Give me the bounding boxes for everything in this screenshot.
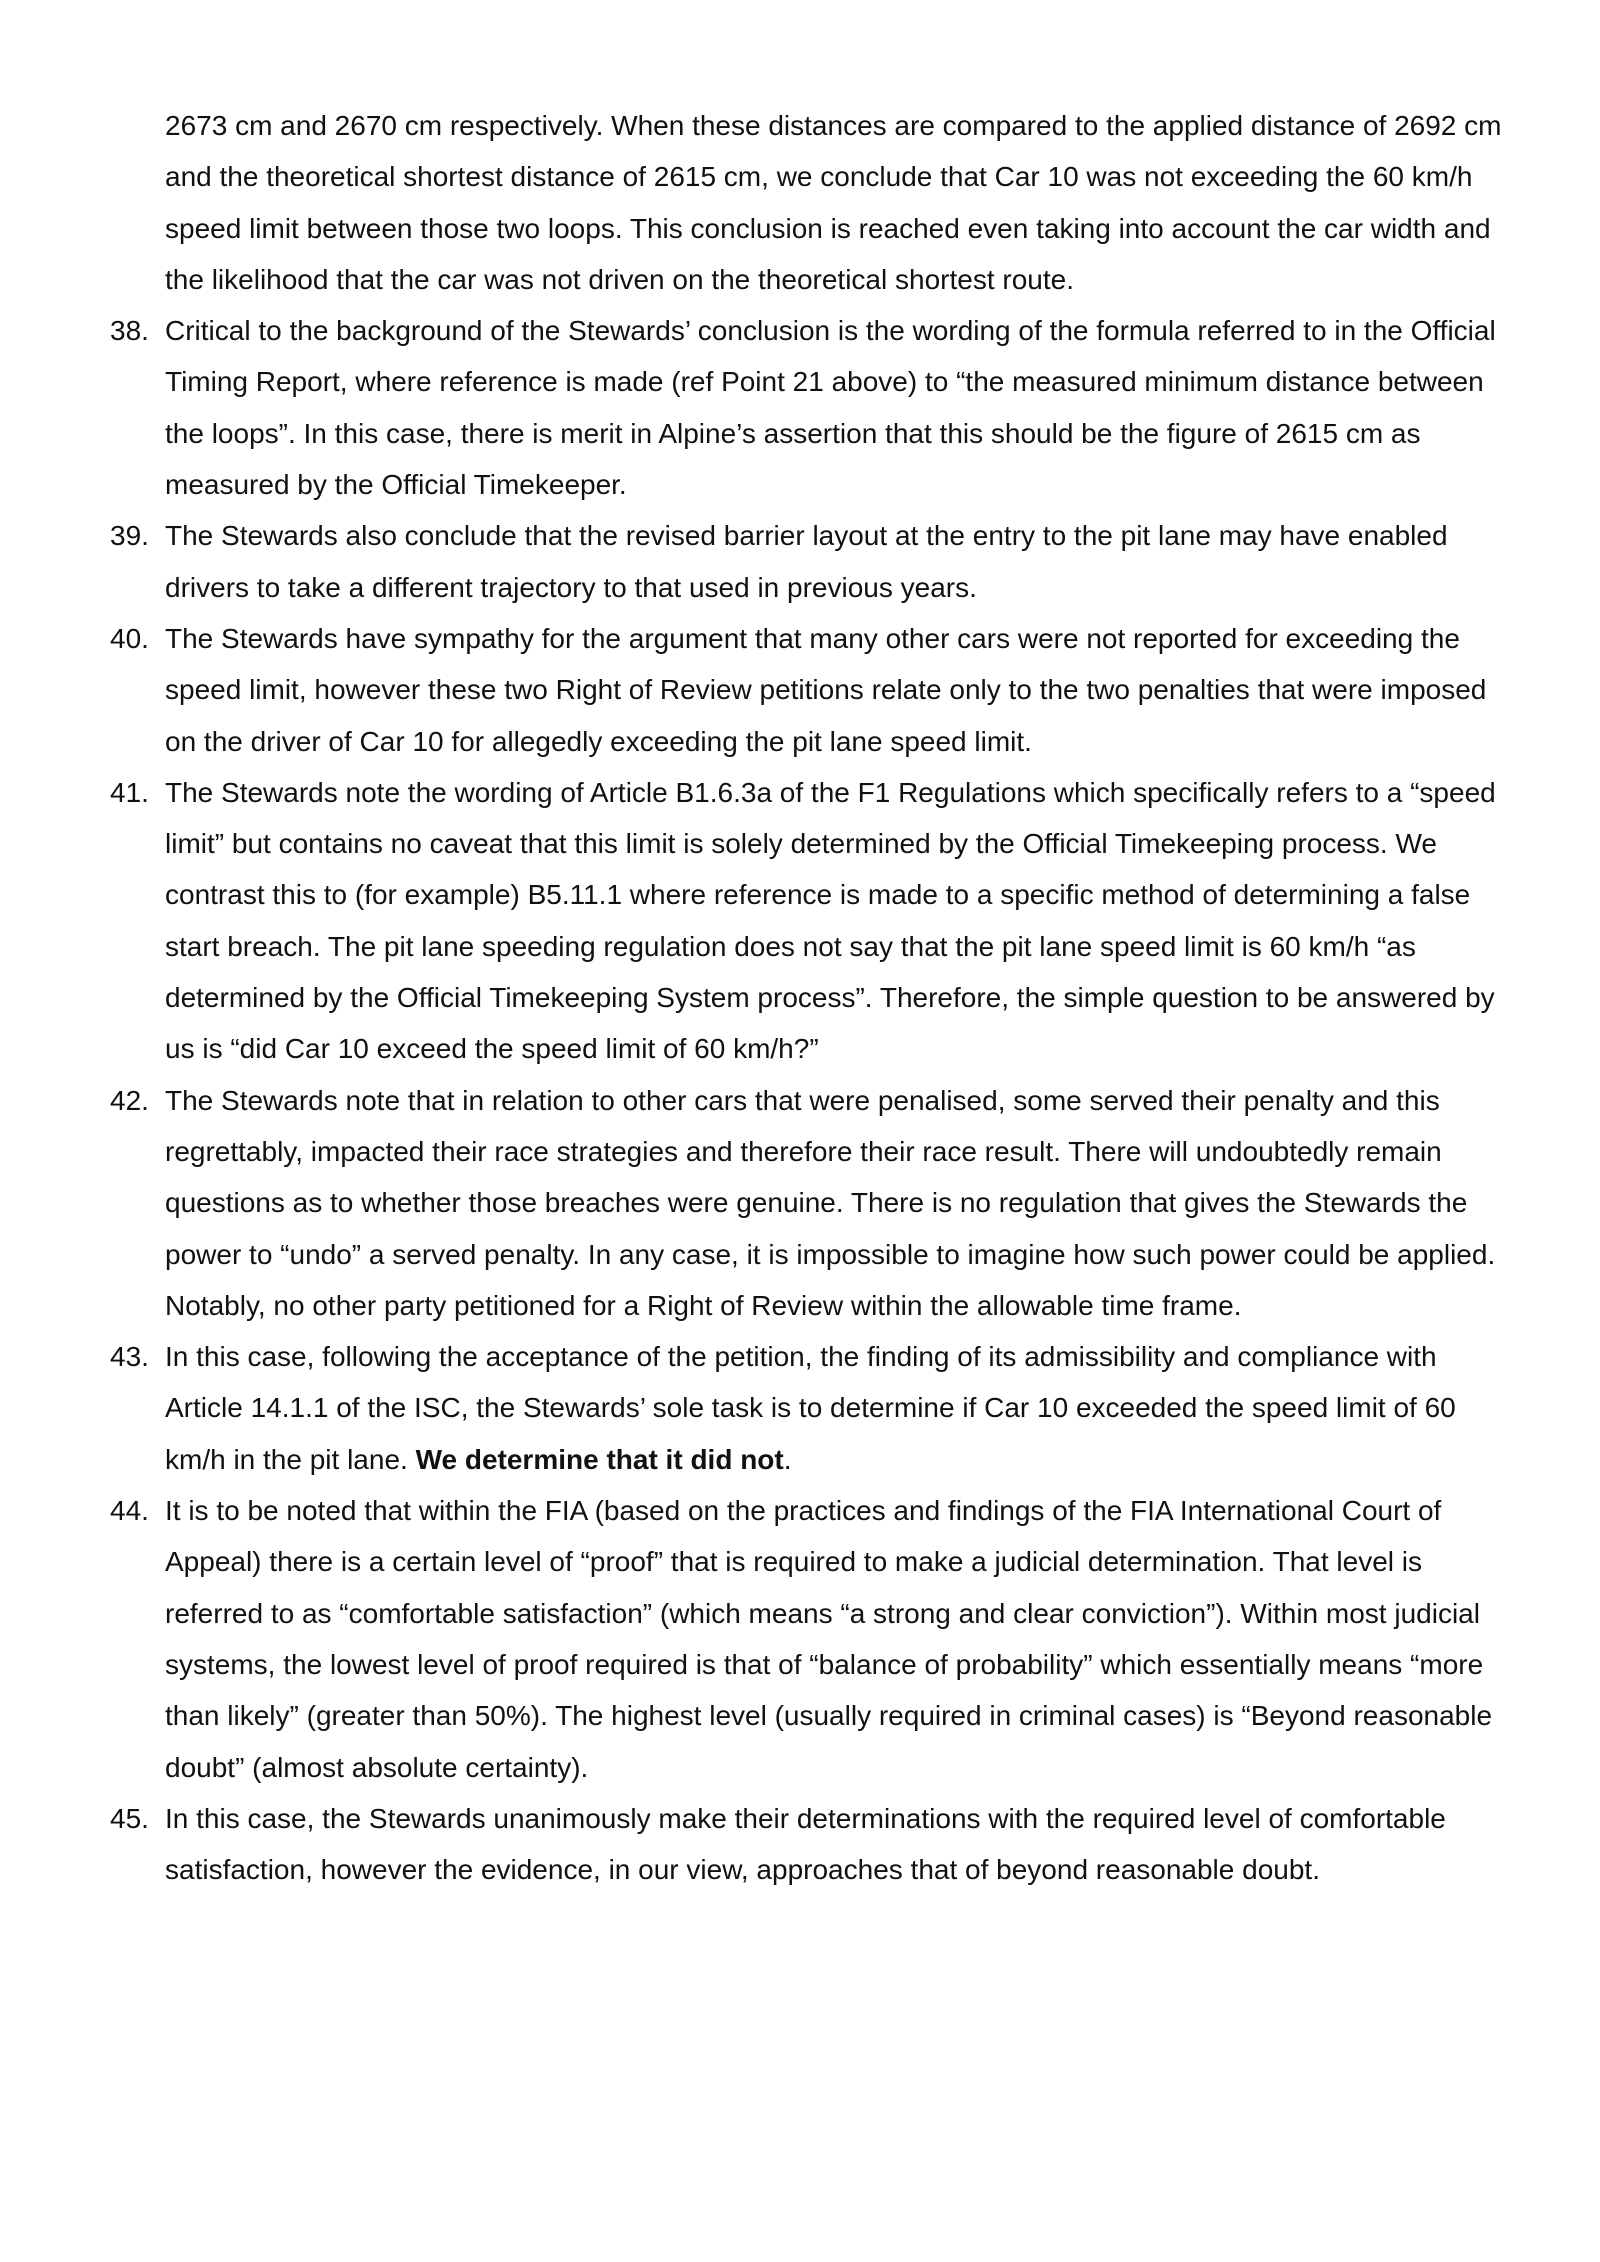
paragraph-number: 44. <box>110 1495 149 1527</box>
document-body <box>110 100 1510 1895</box>
paragraph-number: 43. <box>110 1341 149 1373</box>
paragraph-number: 40. <box>110 622 149 654</box>
paragraph-39 <box>110 510 1510 613</box>
paragraph-text: Critical to the background of the Stewards’ conclusion is the wording of the formula referred to in the Official Timing Report, where reference is made (ref Point 21 above) to “the measured minimum distance between the loops”. In this case, there is merit in Alpine’s assertion that this should be the figure of 2615 cm as measured by the Official Timekeeper. <box>165 315 1496 501</box>
paragraph-text: The Stewards also conclude that the revised barrier layout at the entry to the pit lane may have enabled drivers to take a different trajectory to that used in previous years. <box>165 520 1448 603</box>
paragraph-bold-finding: We determine that it did not <box>415 1443 784 1475</box>
paragraph-number: 39. <box>110 520 149 552</box>
paragraph-number: 38. <box>110 315 149 347</box>
paragraph-text-end: . <box>783 1443 792 1475</box>
paragraph-44 <box>110 1485 1510 1793</box>
paragraph-text: The Stewards note that in relation to other cars that were penalised, some served their penalty and this regrettably, impacted their race strategies and therefore their race result. There will undoubtedly remain questions as to whether those breaches were genuine. There is no regulation that gives the Stewards the power to “undo” a served penalty. In any case, it is impossible to imagine how such power could be applied. Notably, no other party petitioned for a Right of Review within the allowable time frame. <box>165 1084 1496 1321</box>
paragraph-number: 45. <box>110 1802 149 1834</box>
paragraph-text-wrapper <box>165 1331 1510 1485</box>
paragraph-text: It is to be noted that within the FIA (based on the practices and findings of the FIA International Court of Appeal) there is a certain level of “proof” that is required to make a judicial determination. That level is referred to as “comfortable satisfaction” (which means “a strong and clear conviction”). Within most judicial systems, the lowest level of proof required is that of “balance of probability” which essentially means “more than likely” (greater than 50%). The highest level (usually required in criminal cases) is “Beyond reasonable doubt” (almost absolute certainty). <box>165 1495 1493 1783</box>
paragraph-text: The Stewards note the wording of Article B1.6.3a of the F1 Regulations which specifically refers to a “speed limit” but contains no caveat that this limit is solely determined by the Official Timekeeping process. We contrast this to (for example) B5.11.1 where reference is made to a specific method of determining a false start breach. The pit lane speeding regulation does not say that the pit lane speed limit is 60 km/h “as determined by the Official Timekeeping System process”. Therefore, the simple question to be answered by us is “did Car 10 exceed the speed limit of 60 km/h?” <box>165 776 1496 1065</box>
paragraph-text: In this case, following the acceptance of the petition, the finding of its admissibility and compliance with Article 14.1.1 of the ISC, the Stewards’ sole task is to determine if Car 10 exceeded the speed limit of 60 km/h in the pit lane. <box>165 1341 1456 1475</box>
continued-paragraph: 2673 cm and 2670 cm respectively. When these distances are compared to the applied distance of 2692 cm and the theoretical shortest distance of 2615 cm, we conclude that Car 10 was not exceeding the 60 km/h speed limit between those two loops. This conclusion is reached even taking into account the car width and the likelihood that the car was not driven on the theoretical shortest route. <box>165 110 1502 295</box>
paragraph-number: 41. <box>110 776 149 808</box>
paragraph-42 <box>110 1075 1510 1331</box>
paragraph-38 <box>110 305 1510 510</box>
paragraph-40 <box>110 613 1510 767</box>
paragraph-43 <box>110 1331 1510 1485</box>
paragraph-41 <box>110 767 1510 1075</box>
paragraph-45 <box>110 1793 1510 1896</box>
paragraph-text: The Stewards have sympathy for the argument that many other cars were not reported for exceeding the speed limit, however these two Right of Review petitions relate only to the two penalties that were imposed on the driver of Car 10 for allegedly exceeding the pit lane speed limit. <box>165 622 1487 757</box>
paragraph-text: In this case, the Stewards unanimously make their determinations with the required level of comfortable satisfaction, however the evidence, in our view, approaches that of beyond reasonable doubt. <box>165 1802 1446 1886</box>
paragraph-number: 42. <box>110 1084 149 1116</box>
